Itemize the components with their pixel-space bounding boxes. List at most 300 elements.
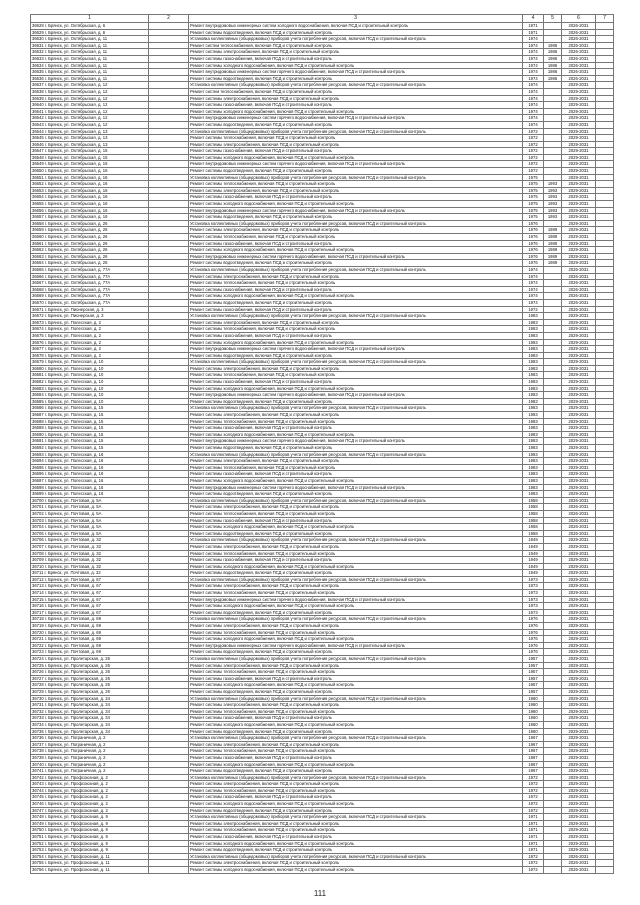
row-spacer xyxy=(149,807,189,814)
row-address: г. Брянск, ул. Пионерская, д. 3 xyxy=(44,313,104,319)
row-build-year: 1983 xyxy=(523,477,544,484)
row-build-year: 1983 xyxy=(523,451,544,458)
row-id-address xyxy=(31,517,149,524)
row-id-address xyxy=(31,207,149,214)
table-row xyxy=(31,458,614,465)
row-spacer xyxy=(149,181,189,188)
table-row xyxy=(31,49,614,56)
row-spacer xyxy=(149,385,189,392)
row-spacer xyxy=(149,445,189,452)
row-address: г. Брянск, ул. Полесская, д. 2 xyxy=(44,319,101,325)
row-build-year: 1983 xyxy=(523,491,544,498)
row-id-address xyxy=(31,550,149,557)
row-planned-period: 2029-2031 xyxy=(562,201,596,208)
row-id-address xyxy=(31,339,149,346)
row-address: г. Брянск, ул. Полесская, д. 10 xyxy=(44,392,104,398)
row-renovation-year: 1986 xyxy=(544,62,562,69)
row-work-description: Ремонт системы электроснабжения, включая ПСД и строительный контроль xyxy=(189,141,523,148)
row-planned-period: 2029-2031 xyxy=(562,82,596,89)
header-col-6: 6 xyxy=(562,15,596,23)
row-address: г. Брянск, ул. Почтовая, д. 67 xyxy=(44,603,101,609)
row-id: 36628 xyxy=(32,23,44,28)
row-build-year: 1972 xyxy=(523,168,544,175)
row-work-description: Ремонт системы электроснабжения, включая ПСД и строительный контроль xyxy=(189,741,523,748)
row-spacer xyxy=(149,814,189,821)
row-planned-period: 2026-2031 xyxy=(562,853,596,860)
row-address: г. Брянск, ул. Почтовая, д. 69 xyxy=(44,636,101,642)
row-id: 36740 xyxy=(32,761,44,767)
row-work-description: Ремонт системы газоснабжения, включая ПСД и строительный контроль xyxy=(189,332,523,339)
row-work-description: Ремонт системы водоотведения, включая ПСД и строительный контроль xyxy=(189,768,523,775)
row-work-description: Ремонт системы электроснабжения, включая ПСД и строительный контроль xyxy=(189,49,523,56)
row-work-description: Установка коллективных (общедомовых) приборов учета потребления ресурсов, включая ПСД и строительный контроль xyxy=(189,814,523,821)
row-work-description: Ремонт системы теплоснабжения, включая ПСД и строительный контроль xyxy=(189,590,523,597)
row-spacer xyxy=(149,346,189,353)
table-row xyxy=(31,761,614,768)
row-renovation-year: 1986 xyxy=(544,55,562,62)
row-work-description: Установка коллективных (общедомовых) приборов учета потребления ресурсов, включая ПСД и строительный контроль xyxy=(189,497,523,504)
row-spacer xyxy=(149,42,189,49)
row-id-address xyxy=(31,688,149,695)
row-planned-period: 2029-2031 xyxy=(562,108,596,115)
row-planned-period: 2029-2031 xyxy=(562,477,596,484)
row-work-description: Ремонт системы газоснабжения, включая ПСД и строительный контроль xyxy=(189,471,523,478)
row-id: 36733 xyxy=(32,715,44,721)
row-id-address xyxy=(31,629,149,636)
row-planned-period: 2029-2031 xyxy=(562,313,596,320)
table-row xyxy=(31,853,614,860)
row-renovation-year xyxy=(544,642,562,649)
row-address: г. Брянск, ул. Октябрьская, д. 15 xyxy=(44,161,108,167)
row-work-description: Ремонт системы водоотведения, включая ПСД и строительный контроль xyxy=(189,847,523,854)
row-id-address xyxy=(31,491,149,498)
row-planned-period: 2029-2031 xyxy=(562,827,596,834)
table-row xyxy=(31,451,614,458)
row-id: 36747 xyxy=(32,807,44,813)
row-work-description: Ремонт системы холодного водоснабжения, включая ПСД и строительный контроль xyxy=(189,721,523,728)
row-address: г. Брянск, ул. Полесская, д. 15 xyxy=(44,418,104,424)
row-work-description: Ремонт системы теплоснабжения, включая ПСД и строительный контроль xyxy=(189,708,523,715)
row-planned-period: 2029-2031 xyxy=(562,438,596,445)
row-renovation-year xyxy=(544,273,562,280)
row-build-year: 1971 xyxy=(523,814,544,821)
row-build-year: 1949 xyxy=(523,550,544,557)
row-spacer xyxy=(149,458,189,465)
row-work-description: Ремонт системы водоотведения, включая ПСД и строительный контроль xyxy=(189,649,523,656)
row-planned-period: 2029-2031 xyxy=(562,339,596,346)
row-spacer xyxy=(149,840,189,847)
row-spacer xyxy=(149,530,189,537)
row-id: 36649 xyxy=(32,161,44,167)
row-address: г. Брянск, ул. Октябрьская, д. 77А xyxy=(44,266,111,272)
row-id: 36712 xyxy=(32,576,44,582)
row-work-description: Ремонт системы теплоснабжения, включая ПСД и строительный контроль xyxy=(189,629,523,636)
row-build-year: 1973 xyxy=(523,596,544,603)
row-build-year: 1974 xyxy=(523,95,544,102)
row-work-description: Ремонт системы электроснабжения, включая ПСД и строительный контроль xyxy=(189,273,523,280)
row-build-year: 1960 xyxy=(523,715,544,722)
row-planned-period: 2029-2031 xyxy=(562,596,596,603)
row-work-description: Ремонт системы теплоснабжения, включая ПСД и строительный контроль xyxy=(189,510,523,517)
row-build-year: 1967 xyxy=(523,761,544,768)
row-extra xyxy=(596,827,614,834)
row-id-address xyxy=(31,23,149,30)
row-id-address xyxy=(31,253,149,260)
row-renovation-year xyxy=(544,352,562,359)
row-id: 36663 xyxy=(32,253,44,259)
row-extra xyxy=(596,352,614,359)
table-row xyxy=(31,227,614,234)
row-id: 36635 xyxy=(32,69,44,75)
row-id: 36667 xyxy=(32,280,44,286)
row-extra xyxy=(596,29,614,36)
row-address: г. Брянск, ул. Почтовая, д. 32 xyxy=(44,563,101,569)
row-spacer xyxy=(149,768,189,775)
row-id: 36694 xyxy=(32,458,44,464)
row-extra xyxy=(596,339,614,346)
row-address: г. Брянск, ул. Октябрьская, д. 15 xyxy=(44,154,108,160)
row-id: 36690 xyxy=(32,431,44,437)
row-address: г. Брянск, ул. Октябрьская, д. 16 xyxy=(44,174,108,180)
row-renovation-year xyxy=(544,728,562,735)
row-id-address xyxy=(31,451,149,458)
row-planned-period: 2029-2031 xyxy=(562,141,596,148)
row-renovation-year xyxy=(544,741,562,748)
row-spacer xyxy=(149,141,189,148)
row-extra xyxy=(596,266,614,273)
row-work-description: Установка коллективных (общедомовых) приборов учета потребления ресурсов, включая ПСД и строительный контроль xyxy=(189,405,523,412)
row-work-description: Ремонт системы водоотведения, включая ПСД и строительный контроль xyxy=(189,398,523,405)
row-build-year: 1976 xyxy=(523,247,544,254)
row-planned-period: 2029-2031 xyxy=(562,642,596,649)
row-planned-period: 2026-2031 xyxy=(562,42,596,49)
row-renovation-year xyxy=(544,464,562,471)
row-address: г. Брянск, ул. Полесская, д. 2 xyxy=(44,339,101,345)
row-id-address xyxy=(31,234,149,241)
row-id-address xyxy=(31,62,149,69)
row-id-address xyxy=(31,154,149,161)
table-row xyxy=(31,702,614,709)
row-spacer xyxy=(149,550,189,557)
table-row xyxy=(31,741,614,748)
row-work-description: Ремонт системы холодного водоснабжения, включая ПСД и строительный контроль xyxy=(189,201,523,208)
row-planned-period: 2029-2031 xyxy=(562,464,596,471)
row-id-address xyxy=(31,220,149,227)
repair-program-table xyxy=(30,14,614,874)
row-extra xyxy=(596,708,614,715)
row-build-year: 1949 xyxy=(523,563,544,570)
row-id: 36743 xyxy=(32,781,44,787)
row-spacer xyxy=(149,774,189,781)
row-renovation-year xyxy=(544,517,562,524)
row-renovation-year xyxy=(544,29,562,36)
row-work-description: Ремонт системы водоотведения, включая ПСД и строительный контроль xyxy=(189,75,523,82)
row-id: 36644 xyxy=(32,128,44,134)
row-id: 36641 xyxy=(32,108,44,114)
table-row xyxy=(31,801,614,808)
row-id-address xyxy=(31,820,149,827)
row-build-year: 1972 xyxy=(523,794,544,801)
table-row xyxy=(31,214,614,221)
table-row xyxy=(31,484,614,491)
row-spacer xyxy=(149,174,189,181)
row-spacer xyxy=(149,675,189,682)
row-extra xyxy=(596,649,614,656)
row-planned-period: 2029-2031 xyxy=(562,227,596,234)
row-renovation-year xyxy=(544,847,562,854)
row-address: г. Брянск, ул. Профсоюзная, д. 9 xyxy=(44,814,108,820)
row-id-address xyxy=(31,530,149,537)
row-spacer xyxy=(149,148,189,155)
table-row xyxy=(31,29,614,36)
row-address: г. Брянск, ул. Профсоюзная, д. 2 xyxy=(44,794,108,800)
row-renovation-year xyxy=(544,807,562,814)
row-planned-period: 2029-2031 xyxy=(562,207,596,214)
row-extra xyxy=(596,504,614,511)
row-address: г. Брянск, ул. Почтовая, д. 5А xyxy=(44,530,102,536)
row-spacer xyxy=(149,227,189,234)
row-address: г. Брянск, ул. Почтовая, д. 69 xyxy=(44,642,101,648)
row-spacer xyxy=(149,115,189,122)
row-id: 36681 xyxy=(32,372,44,378)
row-address: г. Брянск, ул. Профсоюзная, д. 9 xyxy=(44,847,108,853)
row-spacer xyxy=(149,847,189,854)
row-work-description: Установка коллективных (общедомовых) приборов учета потребления ресурсов, включая ПСД и строительный контроль xyxy=(189,451,523,458)
row-extra xyxy=(596,636,614,643)
row-address: г. Брянск, ул. Почтовая, д. 67 xyxy=(44,583,101,589)
row-id-address xyxy=(31,438,149,445)
row-build-year: 1972 xyxy=(523,161,544,168)
row-planned-period: 2029-2031 xyxy=(562,398,596,405)
table-row xyxy=(31,603,614,610)
row-id: 36696 xyxy=(32,471,44,477)
row-build-year: 1971 xyxy=(523,834,544,841)
row-renovation-year xyxy=(544,135,562,142)
row-planned-period: 2029-2031 xyxy=(562,458,596,465)
row-id: 36706 xyxy=(32,537,44,543)
row-renovation-year xyxy=(544,787,562,794)
row-renovation-year xyxy=(544,543,562,550)
row-address: г. Брянск, ул. Почтовая, д. 67 xyxy=(44,596,101,602)
row-spacer xyxy=(149,702,189,709)
row-planned-period: 2026-2031 xyxy=(562,860,596,867)
row-renovation-year xyxy=(544,326,562,333)
table-row xyxy=(31,557,614,564)
table-row xyxy=(31,168,614,175)
row-spacer xyxy=(149,102,189,109)
row-address: г. Брянск, ул. Октябрьская, д. 6 xyxy=(44,23,106,28)
row-build-year: 1974 xyxy=(523,280,544,287)
row-spacer xyxy=(149,339,189,346)
row-planned-period: 2029-2031 xyxy=(562,102,596,109)
row-id-address xyxy=(31,477,149,484)
row-spacer xyxy=(149,293,189,300)
table-row xyxy=(31,497,614,504)
row-id: 36735 xyxy=(32,728,44,734)
row-id: 36685 xyxy=(32,398,44,404)
row-extra xyxy=(596,491,614,498)
row-spacer xyxy=(149,583,189,590)
row-extra xyxy=(596,563,614,570)
row-renovation-year xyxy=(544,95,562,102)
row-extra xyxy=(596,715,614,722)
row-planned-period: 2029-2031 xyxy=(562,728,596,735)
row-extra xyxy=(596,524,614,531)
row-renovation-year xyxy=(544,88,562,95)
row-address: г. Брянск, ул. Полесская, д. 16 xyxy=(44,477,104,483)
row-planned-period: 2029-2031 xyxy=(562,669,596,676)
row-planned-period: 2026-2031 xyxy=(562,306,596,313)
row-id-address xyxy=(31,359,149,366)
row-spacer xyxy=(149,234,189,241)
row-extra xyxy=(596,867,614,874)
row-extra xyxy=(596,365,614,372)
row-id: 36744 xyxy=(32,787,44,793)
row-address: г. Брянск, ул. Почтовая, д. 32 xyxy=(44,543,101,549)
row-renovation-year xyxy=(544,590,562,597)
row-extra xyxy=(596,517,614,524)
row-work-description: Ремонт системы теплоснабжения, включая ПСД и строительный контроль xyxy=(189,234,523,241)
row-extra xyxy=(596,510,614,517)
row-id: 36703 xyxy=(32,517,44,523)
row-spacer xyxy=(149,649,189,656)
row-spacer xyxy=(149,464,189,471)
row-address: г. Брянск, ул. Полесская, д. 2 xyxy=(44,326,101,332)
row-work-description: Ремонт системы водоотведения, включая ПСД и строительный контроль xyxy=(189,491,523,498)
row-renovation-year xyxy=(544,319,562,326)
row-build-year: 1983 xyxy=(523,471,544,478)
row-id-address xyxy=(31,187,149,194)
row-address: г. Брянск, ул. Полесская, д. 15 xyxy=(44,425,104,431)
row-spacer xyxy=(149,517,189,524)
row-address: г. Брянск, ул. Полесская, д. 2 xyxy=(44,352,101,358)
table-row xyxy=(31,207,614,214)
row-address: г. Брянск, ул. Полесская, д. 16 xyxy=(44,451,104,457)
row-spacer xyxy=(149,484,189,491)
row-work-description: Ремонт внутридомовых инженерных систем горячего водоснабжения, включая ПСД и строительный контроль xyxy=(189,642,523,649)
row-spacer xyxy=(149,576,189,583)
table-row xyxy=(31,827,614,834)
row-id-address xyxy=(31,504,149,511)
row-build-year: 1974 xyxy=(523,49,544,56)
row-id-address xyxy=(31,326,149,333)
row-id-address xyxy=(31,827,149,834)
row-id: 36672 xyxy=(32,313,44,319)
row-id: 36720 xyxy=(32,629,44,635)
row-build-year: 1974 xyxy=(523,108,544,115)
row-spacer xyxy=(149,570,189,577)
row-extra xyxy=(596,128,614,135)
row-work-description: Ремонт системы водоотведения, включая ПСД и строительный контроль xyxy=(189,168,523,175)
table-row xyxy=(31,517,614,524)
table-row xyxy=(31,491,614,498)
row-planned-period: 2029-2031 xyxy=(562,240,596,247)
row-id: 36638 xyxy=(32,88,44,94)
row-work-description: Установка коллективных (общедомовых) приборов учета потребления ресурсов, включая ПСД и строительный контроль xyxy=(189,695,523,702)
table-row xyxy=(31,121,614,128)
row-spacer xyxy=(149,656,189,663)
row-build-year: 1971 xyxy=(523,827,544,834)
row-work-description: Ремонт системы газоснабжения, включая ПСД и строительный контроль xyxy=(189,834,523,841)
table-row xyxy=(31,332,614,339)
row-extra xyxy=(596,174,614,181)
row-planned-period: 2029-2031 xyxy=(562,253,596,260)
row-planned-period: 2029-2031 xyxy=(562,484,596,491)
row-extra xyxy=(596,379,614,386)
row-work-description: Установка коллективных (общедомовых) приборов учета потребления ресурсов, включая ПСД и строительный контроль xyxy=(189,359,523,366)
row-work-description: Ремонт системы холодного водоснабжения, включая ПСД и строительный контроль xyxy=(189,154,523,161)
row-id: 36661 xyxy=(32,240,44,246)
table-row xyxy=(31,814,614,821)
row-address: г. Брянск, ул. Октябрьская, д. 77А xyxy=(44,299,111,305)
table-row xyxy=(31,273,614,280)
row-address: г. Брянск, ул. Октябрьская, д. 26 xyxy=(44,247,108,253)
row-work-description: Ремонт внутридомовых инженерных систем горячего водоснабжения, включая ПСД и строительный контроль xyxy=(189,484,523,491)
row-work-description: Ремонт внутридомовых инженерных систем горячего водоснабжения, включая ПСД и строительный контроль xyxy=(189,69,523,76)
row-planned-period: 2029-2031 xyxy=(562,820,596,827)
row-renovation-year xyxy=(544,372,562,379)
row-renovation-year xyxy=(544,398,562,405)
table-row xyxy=(31,563,614,570)
row-id-address xyxy=(31,721,149,728)
table-row xyxy=(31,181,614,188)
row-id-address xyxy=(31,675,149,682)
row-spacer xyxy=(149,715,189,722)
row-planned-period: 2029-2031 xyxy=(562,359,596,366)
row-spacer xyxy=(149,504,189,511)
row-spacer xyxy=(149,240,189,247)
row-renovation-year xyxy=(544,867,562,874)
row-renovation-year: 1993 xyxy=(544,194,562,201)
row-extra xyxy=(596,194,614,201)
row-extra xyxy=(596,497,614,504)
row-id: 36679 xyxy=(32,359,44,365)
row-id: 36726 xyxy=(32,669,44,675)
row-extra xyxy=(596,464,614,471)
row-extra xyxy=(596,418,614,425)
row-id: 36717 xyxy=(32,609,44,615)
row-planned-period: 2029-2031 xyxy=(562,260,596,267)
row-extra xyxy=(596,642,614,649)
row-build-year: 1973 xyxy=(523,609,544,616)
row-planned-period: 2029-2031 xyxy=(562,365,596,372)
row-extra xyxy=(596,609,614,616)
row-planned-period: 2026-2031 xyxy=(562,69,596,76)
row-work-description: Ремонт системы электроснабжения, включая ПСД и строительный контроль xyxy=(189,319,523,326)
table-row xyxy=(31,636,614,643)
table-row xyxy=(31,75,614,82)
row-build-year: 1974 xyxy=(523,299,544,306)
row-address: г. Брянск, ул. Пограничная, д. 2 xyxy=(44,761,106,767)
row-extra xyxy=(596,787,614,794)
row-renovation-year xyxy=(544,649,562,656)
row-id-address xyxy=(31,379,149,386)
table-row xyxy=(31,319,614,326)
row-address: г. Брянск, ул. Пролетарская, д. 26 xyxy=(44,662,110,668)
table-row xyxy=(31,807,614,814)
row-extra xyxy=(596,431,614,438)
row-id-address xyxy=(31,557,149,564)
row-id-address xyxy=(31,36,149,43)
row-build-year: 1974 xyxy=(523,121,544,128)
row-spacer xyxy=(149,260,189,267)
row-address: г. Брянск, ул. Почтовая, д. 32 xyxy=(44,537,101,543)
row-renovation-year xyxy=(544,299,562,306)
row-id-address xyxy=(31,807,149,814)
row-address: г. Брянск, ул. Октябрьская, д. 26 xyxy=(44,260,108,266)
table-row xyxy=(31,194,614,201)
row-build-year: 1974 xyxy=(523,273,544,280)
